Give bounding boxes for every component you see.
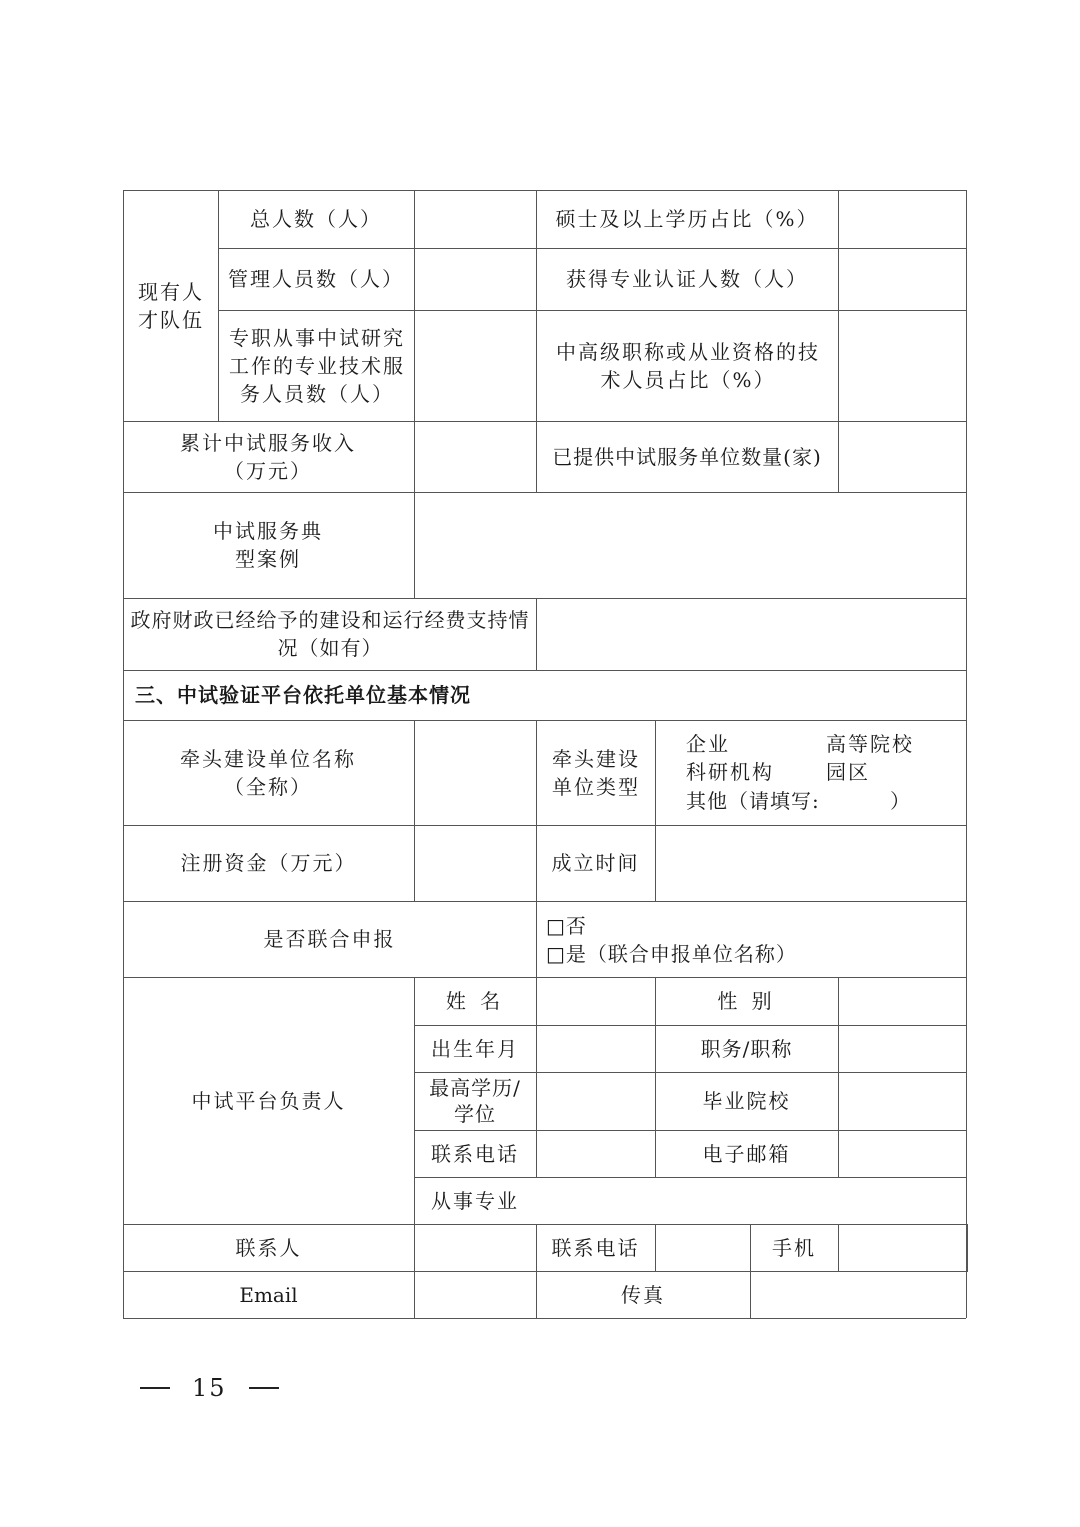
- label-email: 电子邮箱: [702, 1141, 791, 1166]
- label-pilot-staff: 专职从事中试研究工作的专业技术服务人员数（人）: [229, 325, 405, 406]
- table-border-right: [966, 190, 967, 1318]
- label-gov-support: 政府财政已经给予的建设和运行经费支持情况（如有）: [130, 608, 530, 660]
- label-title: 职务/职称: [700, 1036, 793, 1061]
- leader-group-label: 中试平台负责人: [191, 1088, 346, 1113]
- input-email[interactable]: [838, 1130, 966, 1177]
- option-university[interactable]: 高等院校: [826, 732, 914, 756]
- label-certified: 获得专业认证人数（人）: [566, 267, 808, 291]
- option-research[interactable]: 科研机构: [686, 760, 774, 784]
- input-birth[interactable]: [536, 1025, 655, 1072]
- label-total-people: 总人数（人）: [250, 207, 382, 231]
- label-lead-unit-type: 牵头建设单位类型: [552, 746, 640, 799]
- input-units-served[interactable]: [838, 421, 966, 492]
- col-line: [967, 1224, 968, 1271]
- label-mobile: 手机: [772, 1235, 816, 1260]
- label-cases: 中试服务典型案例: [213, 519, 323, 571]
- input-managers[interactable]: [414, 248, 536, 310]
- page-number: 15: [192, 1374, 227, 1402]
- label-joint: 是否联合申报: [263, 927, 396, 951]
- input-lead-unit-name[interactable]: [414, 720, 536, 825]
- dash-left: [140, 1387, 170, 1389]
- label-contact-person: 联系人: [235, 1235, 302, 1260]
- input-fax[interactable]: [750, 1271, 966, 1318]
- input-pilot-staff[interactable]: [414, 310, 536, 421]
- input-senior-ratio[interactable]: [838, 310, 966, 421]
- option-other-close: ）: [890, 789, 912, 813]
- label-lead-unit-name: 牵头建设单位名称（全称）: [180, 746, 356, 799]
- input-total-people[interactable]: [414, 190, 536, 248]
- input-income[interactable]: [414, 421, 536, 492]
- page-footer: [140, 1374, 279, 1402]
- label-senior-ratio: 中高级职称或从业资格的技术人员占比（%）: [556, 339, 820, 392]
- input-founded[interactable]: [655, 825, 966, 901]
- checkbox-joint-yes[interactable]: □是（联合申报单位名称）: [546, 942, 797, 966]
- input-certified[interactable]: [838, 248, 966, 310]
- option-park[interactable]: 园区: [826, 760, 870, 784]
- input-title[interactable]: [838, 1025, 966, 1072]
- talent-group-label: 现有人才队伍: [138, 279, 204, 332]
- label-contact-email: Email: [239, 1282, 298, 1307]
- input-mobile[interactable]: [838, 1224, 966, 1271]
- label-school: 毕业院校: [702, 1089, 791, 1113]
- input-capital[interactable]: [414, 825, 536, 901]
- label-contact-phone: 联系电话: [551, 1235, 640, 1260]
- label-major: 从事专业: [431, 1188, 519, 1213]
- input-contact-person[interactable]: [414, 1224, 536, 1271]
- label-name: 姓 名: [445, 989, 505, 1013]
- label-managers: 管理人员数（人）: [228, 267, 404, 291]
- input-major[interactable]: [536, 1177, 966, 1224]
- input-school[interactable]: [838, 1072, 966, 1130]
- label-units-served: 已提供中试服务单位数量(家): [552, 444, 822, 469]
- table-border-bottom: [123, 1318, 966, 1319]
- input-masters-ratio[interactable]: [838, 190, 966, 248]
- option-other[interactable]: 其他（请填写:: [686, 789, 820, 813]
- input-gender[interactable]: [838, 977, 966, 1025]
- label-fax: 传真: [621, 1282, 665, 1307]
- input-cases[interactable]: [414, 492, 966, 598]
- label-income: 累计中试服务收入（万元）: [180, 430, 356, 483]
- checkbox-joint-no[interactable]: □否: [546, 914, 587, 938]
- label-founded: 成立时间: [551, 851, 640, 875]
- section-title: 三、中试验证平台依托单位基本情况: [135, 683, 471, 707]
- input-contact-phone[interactable]: [655, 1224, 750, 1271]
- input-contact-email[interactable]: [414, 1271, 536, 1318]
- input-name[interactable]: [536, 977, 655, 1025]
- input-phone[interactable]: [536, 1130, 655, 1177]
- label-gender: 性 别: [717, 989, 776, 1013]
- label-capital: 注册资金（万元）: [180, 851, 357, 875]
- input-degree[interactable]: [536, 1072, 655, 1130]
- dash-right: [249, 1387, 279, 1389]
- label-birth: 出生年月: [431, 1036, 519, 1061]
- input-gov-support[interactable]: [536, 598, 966, 670]
- label-degree: 最高学历/学位: [429, 1076, 521, 1126]
- label-phone: 联系电话: [431, 1141, 519, 1166]
- option-enterprise[interactable]: 企业: [686, 732, 730, 756]
- label-masters-ratio: 硕士及以上学历占比（%）: [555, 207, 819, 231]
